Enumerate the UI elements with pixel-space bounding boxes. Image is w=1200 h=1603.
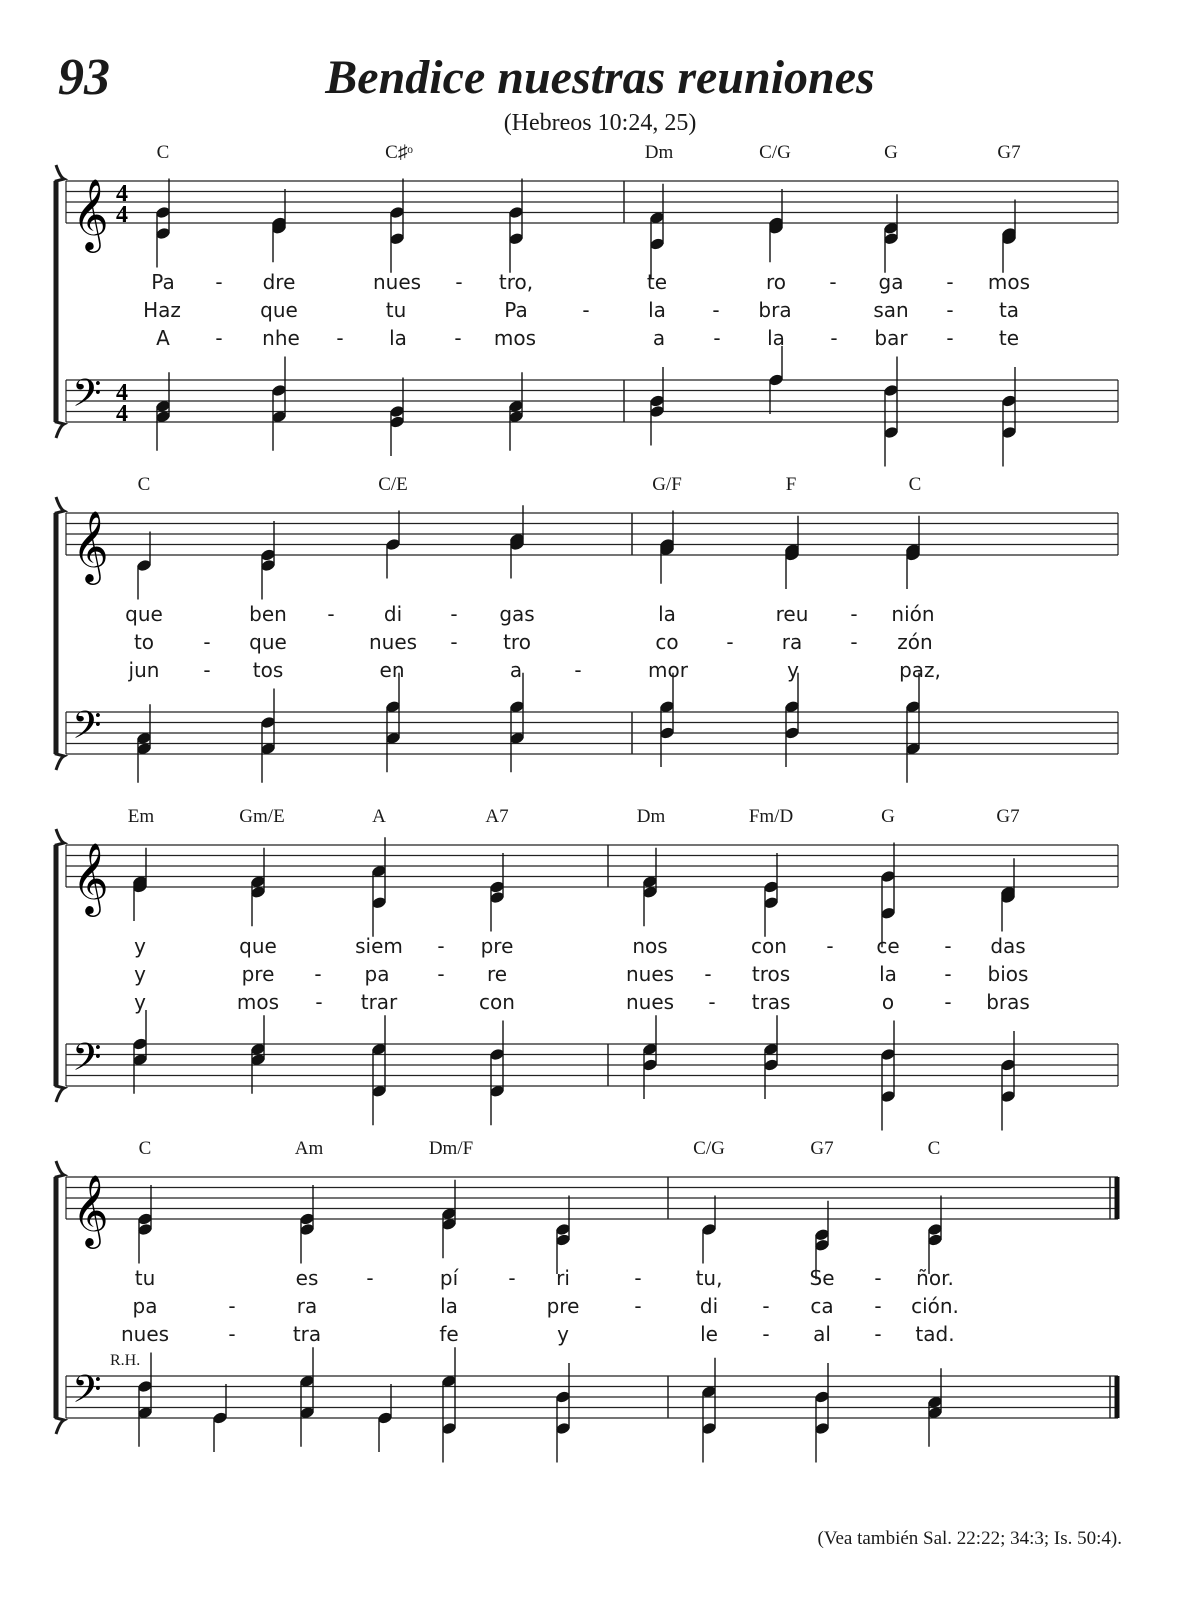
chord-symbol: G/F	[652, 474, 682, 495]
chord-symbol: Dm	[636, 806, 666, 827]
lyric-syllable-verse-3: bras	[986, 990, 1030, 1014]
chord-symbol: Dm/F	[428, 1138, 474, 1159]
staff-graphics	[0, 470, 1200, 800]
lyric-syllable-verse-1: dre	[262, 270, 296, 294]
lyric-syllable-verse-1: -	[829, 270, 837, 294]
treble-time-signature-top: 4	[116, 181, 128, 207]
chord-symbol: G7	[996, 806, 1020, 827]
lyric-syllable-verse-1: ga	[878, 270, 904, 294]
lyric-syllable-verse-3: y	[134, 990, 146, 1014]
treble-time-signature-bottom: 4	[116, 202, 128, 228]
bass-clef-icon: 𝄢	[72, 370, 102, 425]
lyric-syllable-verse-2: la	[440, 1294, 458, 1318]
lyric-syllable-verse-2: Pa	[504, 298, 528, 322]
lyric-syllable-verse-1: das	[990, 934, 1026, 958]
lyric-syllable-verse-3: -	[203, 658, 211, 682]
lyric-syllable-verse-3: tad.	[915, 1322, 955, 1346]
bass-time-signature-bottom: 4	[116, 401, 128, 427]
chord-symbol: C/G	[693, 1138, 725, 1159]
lyric-syllable-verse-1: nión	[891, 602, 935, 626]
lyric-syllable-verse-3: te	[998, 326, 1020, 350]
lyric-syllable-verse-1: ben	[249, 602, 287, 626]
chord-symbol: C	[927, 1138, 941, 1159]
lyric-syllable-verse-1: ri	[556, 1266, 570, 1290]
chord-symbol: C/G	[759, 142, 791, 163]
chord-symbol: G	[884, 142, 898, 163]
lyric-syllable-verse-2: -	[712, 298, 720, 322]
hymn-number: 93	[58, 49, 110, 106]
lyric-syllable-verse-2: -	[874, 1294, 882, 1318]
chord-symbol: A	[372, 806, 386, 827]
chord-symbol: Em	[127, 806, 155, 827]
lyric-syllable-verse-3: -	[574, 658, 582, 682]
lyric-syllable-verse-1: reu	[775, 602, 809, 626]
lyric-syllable-verse-3: jun	[128, 658, 160, 682]
lyric-syllable-verse-3: -	[228, 1322, 236, 1346]
lyric-syllable-verse-1: que	[239, 934, 277, 958]
lyric-syllable-verse-1: -	[826, 934, 834, 958]
lyric-syllable-verse-3: -	[762, 1322, 770, 1346]
treble-clef-icon: 𝄞	[72, 1173, 109, 1246]
lyric-syllable-verse-1: tro,	[498, 270, 534, 294]
bass-time-signature-top: 4	[116, 380, 128, 406]
lyric-syllable-verse-1: -	[508, 1266, 516, 1290]
lyric-syllable-verse-1: -	[874, 1266, 882, 1290]
lyric-syllable-verse-3: -	[830, 326, 838, 350]
lyric-syllable-verse-2: pa	[132, 1294, 158, 1318]
lyric-syllable-verse-1: nos	[632, 934, 668, 958]
lyric-syllable-verse-3: -	[315, 990, 323, 1014]
lyric-syllable-verse-1: ro	[765, 270, 787, 294]
lyric-syllable-verse-3: bar	[874, 326, 908, 350]
lyric-syllable-verse-2: ción.	[911, 1294, 959, 1318]
lyric-syllable-verse-1: pí	[439, 1266, 459, 1290]
lyric-syllable-verse-2: ra	[296, 1294, 318, 1318]
lyric-syllable-verse-2: que	[260, 298, 298, 322]
lyric-syllable-verse-1: siem	[355, 934, 403, 958]
lyric-syllable-verse-2: y	[134, 962, 146, 986]
lyric-syllable-verse-1: mos	[987, 270, 1031, 294]
lyric-syllable-verse-3: -	[713, 326, 721, 350]
lyric-syllable-verse-3: en	[379, 658, 405, 682]
chord-symbol: C	[138, 1138, 152, 1159]
chord-symbol: C♯ᵒ	[385, 142, 413, 163]
chord-symbol: C	[908, 474, 922, 495]
lyric-syllable-verse-1: -	[327, 602, 335, 626]
lyric-syllable-verse-1: -	[850, 602, 858, 626]
lyric-syllable-verse-3: la	[767, 326, 785, 350]
lyric-syllable-verse-2: -	[314, 962, 322, 986]
chord-symbol: Dm	[644, 142, 674, 163]
chord-symbol: Gm/E	[239, 806, 285, 827]
lyric-syllable-verse-2: -	[450, 630, 458, 654]
system-4	[0, 1134, 1200, 1464]
lyric-syllable-verse-1: nues	[372, 270, 422, 294]
lyric-syllable-verse-2: -	[726, 630, 734, 654]
lyric-syllable-verse-2: la	[648, 298, 666, 322]
lyric-syllable-verse-2: -	[228, 1294, 236, 1318]
lyric-syllable-verse-1: -	[450, 602, 458, 626]
lyric-syllable-verse-3: y	[787, 658, 799, 682]
lyric-syllable-verse-2: nues	[368, 630, 418, 654]
lyric-syllable-verse-3: nues	[120, 1322, 170, 1346]
lyric-syllable-verse-2: que	[249, 630, 287, 654]
lyric-syllable-verse-3: tra	[292, 1322, 322, 1346]
lyric-syllable-verse-1: -	[366, 1266, 374, 1290]
scripture-reference: (Hebreos 10:24, 25)	[503, 110, 697, 136]
chord-symbol: G7	[997, 142, 1021, 163]
lyric-syllable-verse-2: nues	[625, 962, 675, 986]
chord-symbol: Am	[294, 1138, 324, 1159]
treble-clef-icon: 𝄞	[72, 509, 109, 582]
chord-symbol: C	[137, 474, 151, 495]
system-2	[0, 470, 1200, 800]
lyric-syllable-verse-1: Pa	[151, 270, 175, 294]
lyric-syllable-verse-2: tro	[503, 630, 531, 654]
lyric-syllable-verse-1: -	[944, 934, 952, 958]
lyric-syllable-verse-3: -	[215, 326, 223, 350]
lyric-syllable-verse-2: -	[582, 298, 590, 322]
right-hand-marking: R.H.	[110, 1352, 141, 1369]
lyric-syllable-verse-3: trar	[360, 990, 398, 1014]
chord-symbol: C	[156, 142, 170, 163]
lyric-syllable-verse-3: -	[454, 326, 462, 350]
lyric-syllable-verse-3: -	[336, 326, 344, 350]
lyric-syllable-verse-1: es	[295, 1266, 319, 1290]
lyric-syllable-verse-2: la	[879, 962, 897, 986]
lyric-syllable-verse-2: -	[762, 1294, 770, 1318]
chord-symbol: Fm/D	[748, 806, 794, 827]
lyric-syllable-verse-3: con	[479, 990, 515, 1014]
lyric-syllable-verse-3: tos	[252, 658, 284, 682]
lyric-syllable-verse-1: y	[134, 934, 146, 958]
lyric-syllable-verse-2: -	[203, 630, 211, 654]
lyric-syllable-verse-3: o	[881, 990, 895, 1014]
lyric-syllable-verse-2: pre	[546, 1294, 580, 1318]
lyric-syllable-verse-2: pa	[364, 962, 390, 986]
chord-symbol: C/E	[378, 474, 408, 495]
lyric-syllable-verse-2: ra	[781, 630, 803, 654]
lyric-syllable-verse-1: -	[455, 270, 463, 294]
lyric-syllable-verse-2: to	[133, 630, 155, 654]
lyric-syllable-verse-3: y	[557, 1322, 569, 1346]
lyric-syllable-verse-1: di	[383, 602, 403, 626]
lyric-syllable-verse-2: -	[850, 630, 858, 654]
system-1	[0, 138, 1200, 468]
lyric-syllable-verse-1: ñor.	[916, 1266, 954, 1290]
treble-clef-icon: 𝄞	[72, 177, 109, 250]
lyric-syllable-verse-1: pre	[480, 934, 514, 958]
lyric-syllable-verse-2: zón	[897, 630, 933, 654]
lyric-syllable-verse-3: mos	[493, 326, 537, 350]
lyric-syllable-verse-2: co	[655, 630, 679, 654]
lyric-syllable-verse-2: Haz	[143, 298, 181, 322]
lyric-syllable-verse-3: a	[509, 658, 523, 682]
lyric-syllable-verse-3: A	[156, 326, 170, 350]
hymn-title: Bendice nuestras reuniones	[325, 51, 875, 104]
lyric-syllable-verse-1: -	[946, 270, 954, 294]
footer-note: (Vea también Sal. 22:22; 34:3; Is. 50:4).	[817, 1528, 1122, 1549]
lyric-syllable-verse-1: -	[634, 1266, 642, 1290]
lyric-syllable-verse-3: -	[946, 326, 954, 350]
lyric-syllable-verse-2: -	[946, 298, 954, 322]
lyric-syllable-verse-2: bra	[758, 298, 792, 322]
lyric-syllable-verse-3: nues	[625, 990, 675, 1014]
lyric-syllable-verse-3: a	[652, 326, 666, 350]
lyric-syllable-verse-3: paz,	[899, 658, 941, 682]
lyric-syllable-verse-1: la	[658, 602, 676, 626]
lyric-syllable-verse-1: tu	[134, 1266, 156, 1290]
lyric-syllable-verse-1: Se	[809, 1266, 835, 1290]
chord-symbol: A7	[485, 806, 509, 827]
lyric-syllable-verse-3: fe	[439, 1322, 459, 1346]
lyric-syllable-verse-2: ca	[810, 1294, 834, 1318]
lyric-syllable-verse-2: ta	[998, 298, 1020, 322]
lyric-syllable-verse-1: con	[751, 934, 787, 958]
lyric-syllable-verse-3: mos	[236, 990, 280, 1014]
staff-graphics	[0, 1134, 1200, 1464]
chord-symbol: G7	[810, 1138, 834, 1159]
lyric-syllable-verse-3: mor	[648, 658, 688, 682]
lyric-syllable-verse-2: re	[486, 962, 508, 986]
lyric-syllable-verse-2: -	[704, 962, 712, 986]
lyric-syllable-verse-2: san	[873, 298, 909, 322]
treble-clef-icon: 𝄞	[72, 841, 109, 914]
chord-symbol: G	[881, 806, 895, 827]
lyric-syllable-verse-1: tu,	[695, 1266, 723, 1290]
lyric-syllable-verse-2: tu	[385, 298, 407, 322]
lyric-syllable-verse-3: -	[708, 990, 716, 1014]
bass-clef-icon: 𝄢	[72, 702, 102, 757]
lyric-syllable-verse-2: di	[699, 1294, 719, 1318]
lyric-syllable-verse-1: -	[215, 270, 223, 294]
lyric-syllable-verse-3: -	[944, 990, 952, 1014]
lyric-syllable-verse-3: le	[700, 1322, 718, 1346]
bass-clef-icon: 𝄢	[72, 1366, 102, 1421]
lyric-syllable-verse-1: te	[646, 270, 668, 294]
lyric-syllable-verse-3: la	[389, 326, 407, 350]
lyric-syllable-verse-2: bios	[987, 962, 1029, 986]
lyric-syllable-verse-1: ce	[876, 934, 900, 958]
system-3	[0, 802, 1200, 1132]
lyric-syllable-verse-3: nhe	[262, 326, 300, 350]
lyric-syllable-verse-2: pre	[241, 962, 275, 986]
lyric-syllable-verse-2: -	[634, 1294, 642, 1318]
chord-symbol: F	[785, 474, 797, 495]
lyric-syllable-verse-2: tros	[751, 962, 791, 986]
lyric-syllable-verse-2: -	[437, 962, 445, 986]
lyric-syllable-verse-1: que	[125, 602, 163, 626]
lyric-syllable-verse-1: -	[437, 934, 445, 958]
lyric-syllable-verse-3: -	[874, 1322, 882, 1346]
bass-clef-icon: 𝄢	[72, 1034, 102, 1089]
lyric-syllable-verse-3: tras	[751, 990, 791, 1014]
lyric-syllable-verse-1: gas	[499, 602, 535, 626]
lyric-syllable-verse-2: -	[944, 962, 952, 986]
lyric-syllable-verse-3: al	[813, 1322, 831, 1346]
